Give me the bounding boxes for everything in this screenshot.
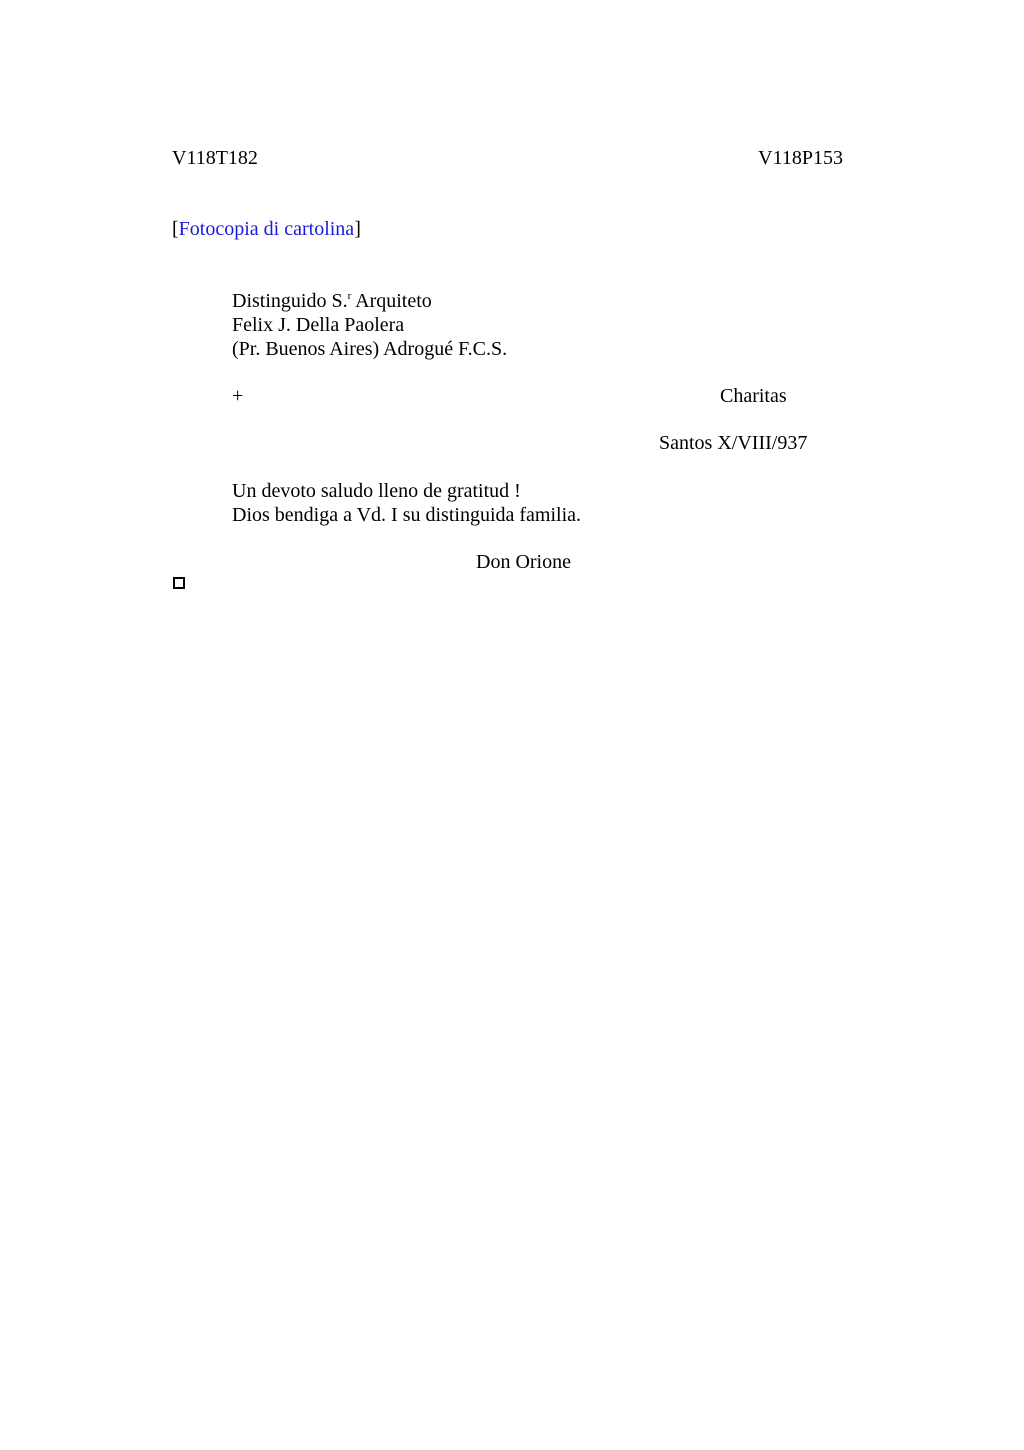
document-code-left: V118T182 (172, 147, 258, 169)
square-outline-icon (173, 577, 185, 589)
address-line-1-superscript: r (347, 290, 352, 302)
greeting-line-2: Dios bendiga a Vd. I su distinguida familia. (232, 504, 582, 526)
cross-symbol: + (232, 385, 244, 407)
motto: Charitas (720, 385, 787, 407)
address-line-1-rest: Arquiteto (351, 290, 432, 312)
address-line-3: (Pr. Buenos Aires) Adrogué F.C.S. (232, 338, 508, 360)
address-block (232, 289, 507, 361)
greeting-block (232, 479, 581, 527)
address-line-1-text: Distinguido S. (232, 290, 348, 312)
source-note-link[interactable]: Fotocopia di cartolina (178, 218, 355, 240)
address-line-1 (232, 289, 507, 313)
document-code-right: V118P153 (758, 147, 843, 169)
greeting-line-1: Un devoto saludo lleno de gratitud ! (232, 480, 521, 502)
source-note (172, 217, 361, 241)
signature: Don Orione (476, 551, 571, 573)
source-note-open-bracket: [ (172, 218, 179, 240)
source-note-close-bracket: ] (354, 218, 361, 240)
dateline: Santos X/VIII/937 (659, 432, 808, 454)
address-line-2: Felix J. Della Paolera (232, 314, 405, 336)
